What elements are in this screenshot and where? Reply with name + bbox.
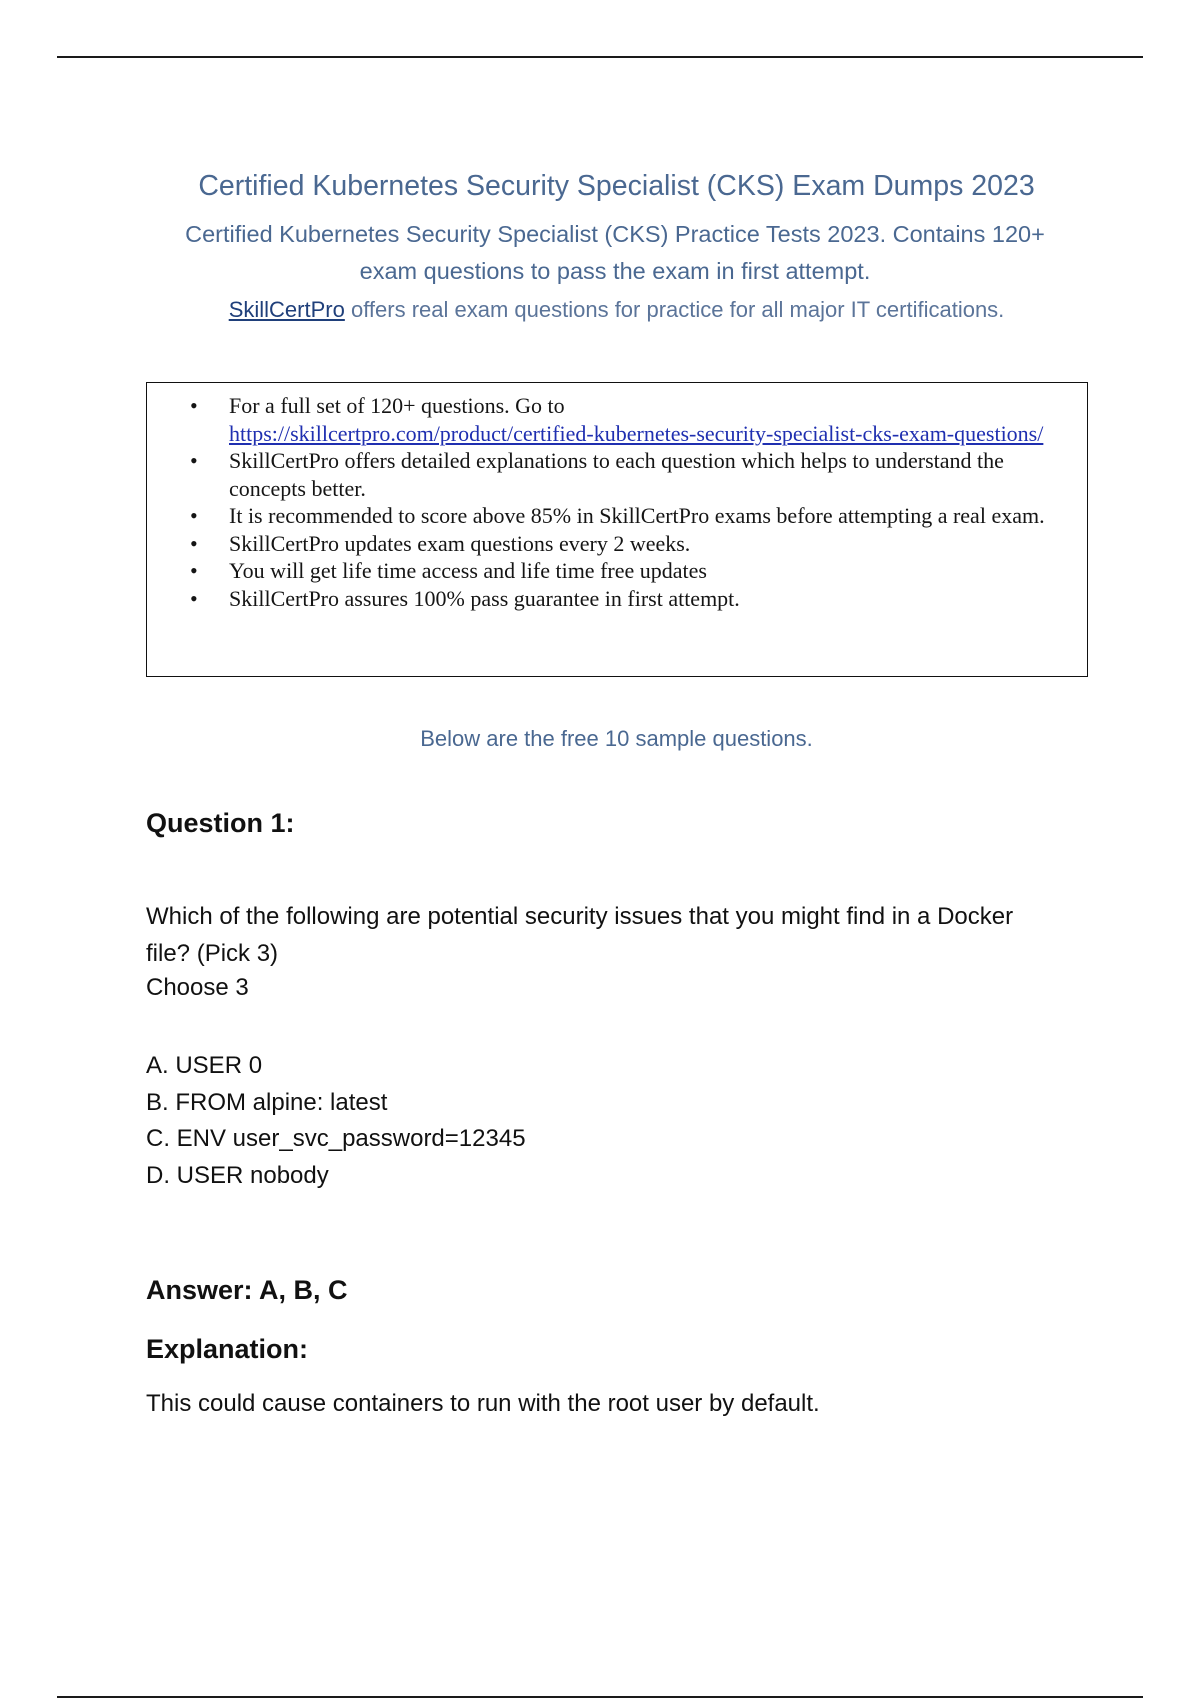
product-link[interactable]: https://skillcertpro.com/product/certified-kubernetes-security-specialist-cks-exam-questions/	[229, 420, 1044, 446]
offer-text: offers real exam questions for practice for all major IT certifications.	[344, 297, 1005, 322]
header-rule	[57, 56, 1143, 58]
info-item	[147, 585, 1087, 613]
answer-line: Answer: A, B, C	[146, 1275, 348, 1305]
question-text: Which of the following are potential security issues that you might find in a Docker file? (Pick 3)	[146, 903, 1014, 967]
info-box	[146, 382, 1088, 677]
document-subtitle: Certified Kubernetes Security Specialist (CKS) Practice Tests 2023. Contains 120+ exam questions to pass the exam in first attempt.	[185, 221, 1045, 284]
info-list	[147, 392, 1087, 612]
info-item-text: SkillCertPro updates exam questions every 2 weeks.	[229, 530, 691, 556]
info-item-text: SkillCertPro offers detailed explanations to each question which helps to understand the concepts better.	[229, 448, 1004, 501]
info-item	[147, 557, 1087, 585]
bullet-icon: •	[190, 530, 198, 556]
document-title: Certified Kubernetes Security Specialist (CKS) Exam Dumps 2023	[198, 170, 1035, 202]
bullet-icon: •	[190, 585, 198, 611]
explanation-heading: Explanation:	[146, 1334, 309, 1364]
bullet-icon: •	[190, 558, 198, 583]
brand-link[interactable]: SkillCertPro	[228, 297, 345, 322]
info-item-text: SkillCertPro assures 100% pass guarantee in first attempt.	[229, 585, 740, 611]
sample-intro: Below are the free 10 sample questions.	[420, 726, 813, 751]
info-item	[147, 502, 1087, 530]
footer-rule	[57, 1696, 1143, 1698]
offer-line	[0, 297, 1200, 323]
choose-instruction: Choose 3	[146, 974, 249, 1001]
info-item-text: It is recommended to score above 85% in SkillCertPro exams before attempting a real exam.	[229, 503, 1045, 528]
explanation-text: This could cause containers to run with the root user by default.	[146, 1390, 820, 1417]
option-d: D. USER nobody	[146, 1161, 329, 1189]
info-item	[147, 447, 1087, 502]
info-item	[147, 530, 1087, 558]
bullet-icon: •	[190, 393, 198, 418]
info-item-text: For a full set of 120+ questions. Go to	[229, 393, 565, 418]
info-item	[147, 392, 1087, 447]
bullet-icon: •	[190, 448, 198, 473]
bullet-icon: •	[190, 503, 198, 528]
option-c: C. ENV user_svc_password=12345	[146, 1125, 526, 1152]
option-b: B. FROM alpine: latest	[146, 1088, 388, 1116]
question-heading: Question 1:	[146, 808, 295, 838]
info-item-text: You will get life time access and life time free updates	[229, 558, 707, 583]
option-a: A. USER 0	[146, 1052, 263, 1079]
answer-options	[146, 1048, 526, 1194]
